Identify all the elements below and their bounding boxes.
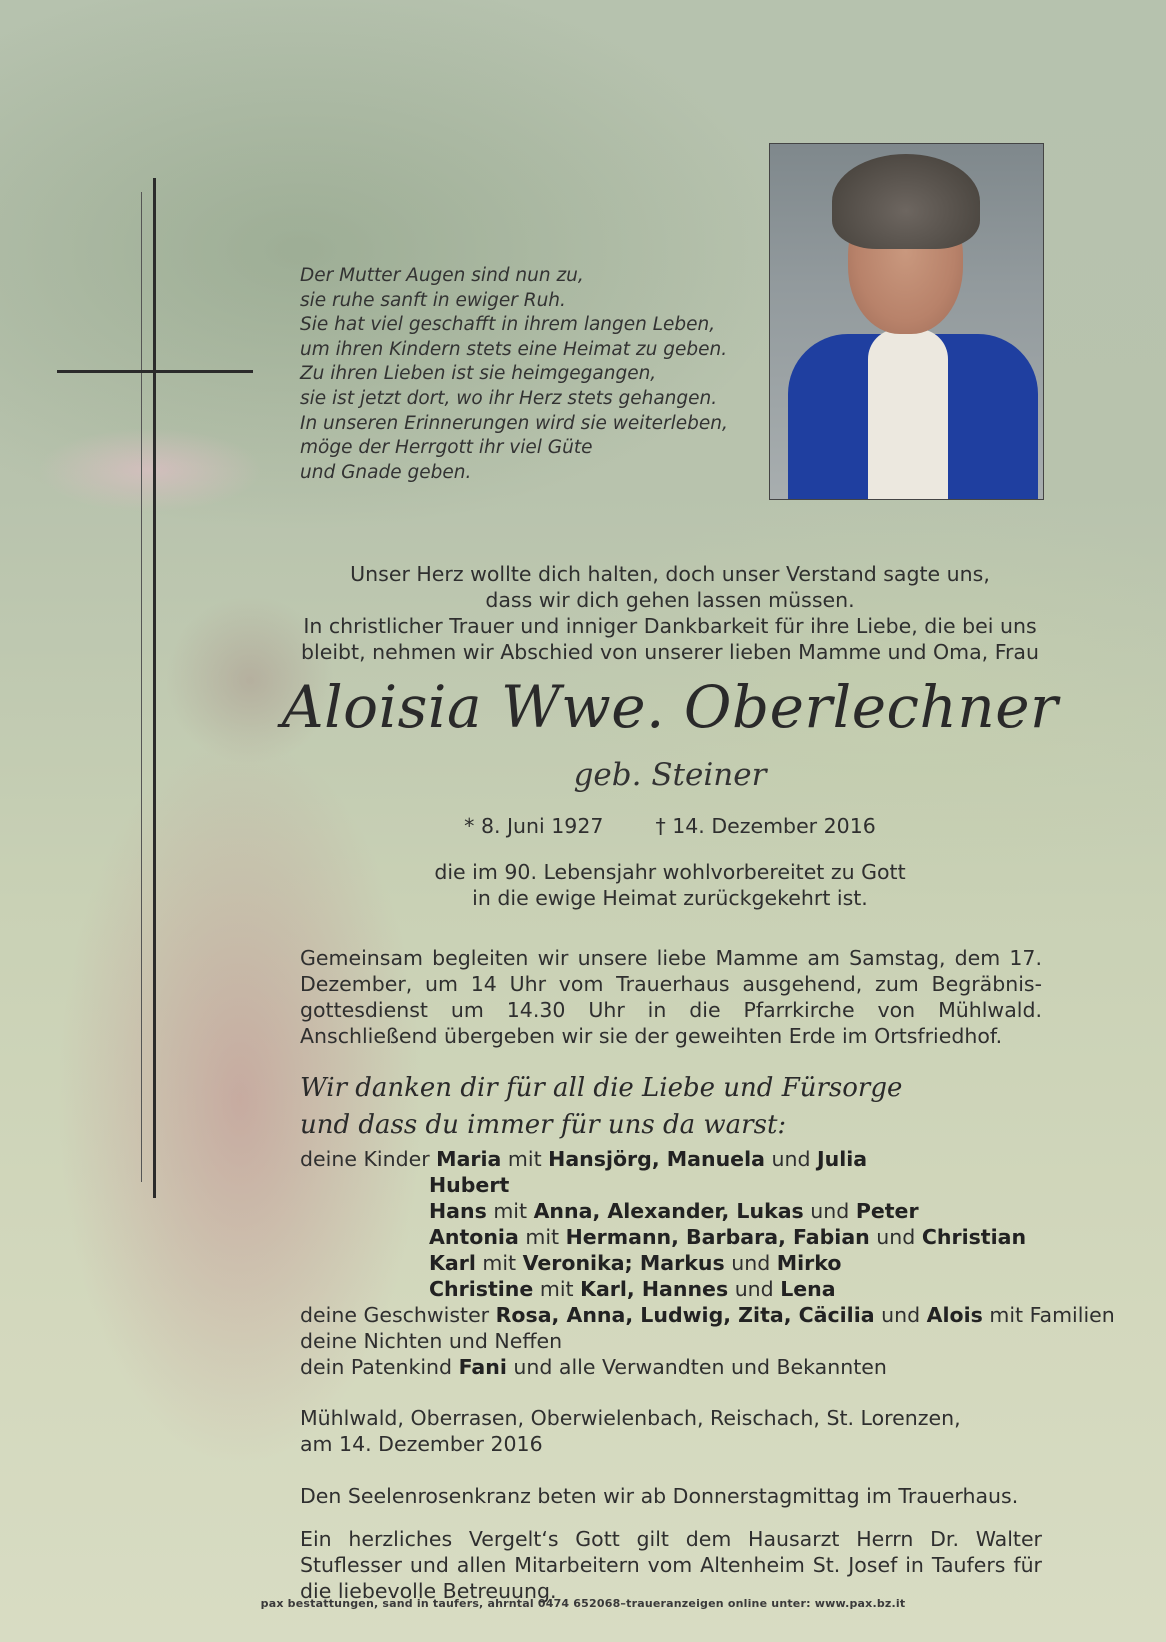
cross-horizontal-bar [57, 370, 253, 373]
connector-text: mit [482, 1251, 517, 1275]
relatives-text: und alle Verwandten und Bekannten [513, 1355, 887, 1379]
family-names: Lena [780, 1277, 836, 1301]
connector-text: mit [493, 1199, 528, 1223]
connector-text: und [876, 1225, 916, 1249]
family-names: Mirko [776, 1251, 842, 1275]
portrait-blouse [868, 329, 948, 500]
age-line: in die ewige Heimat zurückgekehrt ist. [472, 886, 868, 910]
thanks-line: und dass du immer für uns da warst: [300, 1110, 787, 1140]
child-name: Hubert [429, 1173, 510, 1197]
thanks-line: Wir danken dir für all die Liebe und Fürsorge [300, 1073, 903, 1103]
family-names: Hermann, Barbara, Fabian [565, 1225, 870, 1249]
child-name: Maria [436, 1147, 502, 1171]
intro-line: Unser Herz wollte dich halten, doch unser Verstand sagte uns, [350, 562, 990, 586]
life-dates [270, 813, 1070, 839]
child-name: Antonia [429, 1225, 519, 1249]
age-text [270, 859, 1070, 911]
family-names: Julia [817, 1147, 868, 1171]
family-names: Christian [921, 1225, 1027, 1249]
mourner-row [300, 1354, 1080, 1380]
connector-text: und [881, 1303, 921, 1327]
connector-text: mit [525, 1225, 560, 1249]
children-label: deine Kinder [300, 1147, 430, 1171]
sibling-names: Alois [926, 1303, 983, 1327]
maiden-name: geb. Steiner [573, 757, 767, 793]
godchild-name: Fani [458, 1355, 507, 1379]
place-and-date [300, 1405, 1042, 1457]
footer-imprint: pax bestattungen, sand in taufers, ahrntal 0474 652068–traueranzeigen online unter: www.pax.bz.it [260, 1597, 906, 1610]
death-date: † 14. Dezember 2016 [655, 814, 876, 838]
child-name: Karl [429, 1251, 476, 1275]
mourner-row [300, 1250, 1080, 1276]
poem-line: Zu ihren Lieben ist sie heimgegangen, [300, 363, 657, 385]
intro-line: In christlicher Trauer und inniger Dankbarkeit für ihre Liebe, die bei uns [303, 614, 1037, 638]
sibling-names: Rosa, Anna, Ludwig, Zita, Cäcilia [495, 1303, 875, 1327]
child-name: Christine [429, 1277, 534, 1301]
nieces-text: deine Nichten und Neffen [300, 1329, 563, 1353]
poem-line: sie ist jetzt dort, wo ihr Herz stets gehangen. [300, 387, 718, 409]
mourner-row [300, 1276, 1080, 1302]
family-names: Karl, Hannes [580, 1277, 729, 1301]
connector-text: mit [507, 1147, 542, 1171]
intro-text [270, 561, 1070, 665]
mourners-list [300, 1146, 1115, 1380]
intro-line: bleibt, nehmen wir Abschied von unserer lieben Mamme und Oma, Frau [301, 640, 1039, 664]
rosary-notice: Den Seelenrosenkranz beten wir ab Donnerstagmittag im Trauerhaus. [300, 1484, 1019, 1508]
connector-text: mit Familien [989, 1303, 1115, 1327]
portrait-hair [832, 154, 980, 249]
family-names: Hansjörg, Manuela [548, 1147, 765, 1171]
family-names: Veronika; Markus [522, 1251, 725, 1275]
connector-text: mit [539, 1277, 574, 1301]
mourner-row [300, 1224, 1080, 1250]
funeral-paragraph: Gemeinsam begleiten wir unsere liebe Mamme am Samstag, dem 17. Dezember, um 14 Uhr vom Trauerhaus ausgehend, zum Begräbnis-gottesdienst um 14.30 Uhr in die Pfarrkirche von Mühlwald. Anschließend übergeben wir sie der geweihten Erde im Ortsfriedhof. [300, 946, 1042, 1048]
connector-text: und [734, 1277, 774, 1301]
mourner-row [300, 1146, 1080, 1172]
memorial-poem [300, 264, 740, 485]
poem-line: In unseren Erinnerungen wird sie weiterleben, [300, 412, 728, 434]
mourner-row [300, 1328, 1080, 1354]
connector-text: und [771, 1147, 811, 1171]
siblings-label: deine Geschwister [300, 1303, 490, 1327]
family-names: Peter [855, 1199, 919, 1223]
intro-line: dass wir dich gehen lassen müssen. [485, 588, 855, 612]
poem-line: Sie hat viel geschafft in ihrem langen Leben, [300, 314, 716, 336]
poem-line: sie ruhe sanft in ewiger Ruh. [300, 289, 566, 311]
poem-line: Der Mutter Augen sind nun zu, [300, 265, 584, 286]
place-line: Mühlwald, Oberrasen, Oberwielenbach, Reischach, St. Lorenzen, [300, 1406, 961, 1430]
place-line: am 14. Dezember 2016 [300, 1432, 543, 1456]
child-name: Hans [429, 1199, 487, 1223]
mourner-row [300, 1172, 1080, 1198]
mourner-row [300, 1198, 1080, 1224]
gratitude-paragraph: Ein herzliches Vergelt‘s Gott gilt dem Hausarzt Herrn Dr. Walter Stuflesser und allen Mitarbeitern vom Altenheim St. Josef in Taufers für die liebevolle Betreuung. [300, 1527, 1042, 1603]
cross-thin-line [141, 192, 142, 1182]
connector-text: und [731, 1251, 771, 1275]
godchild-label: dein Patenkind [300, 1355, 453, 1379]
mourner-row [300, 1302, 1115, 1328]
thanks-text [300, 1070, 1042, 1144]
poem-line: um ihren Kindern stets eine Heimat zu geben. [300, 338, 728, 360]
birth-date: * 8. Juni 1927 [464, 814, 604, 838]
portrait-photo [769, 143, 1044, 500]
deceased-name: Aloisia Wwe. Oberlechner [281, 673, 1059, 741]
connector-text: und [810, 1199, 850, 1223]
poem-line: möge der Herrgott ihr viel Güte [300, 437, 593, 459]
age-line: die im 90. Lebensjahr wohlvorbereitet zu Gott [434, 860, 906, 884]
poem-line: und Gnade geben. [300, 461, 472, 483]
family-names: Anna, Alexander, Lukas [533, 1199, 804, 1223]
cross-vertical-bar [153, 178, 156, 1198]
